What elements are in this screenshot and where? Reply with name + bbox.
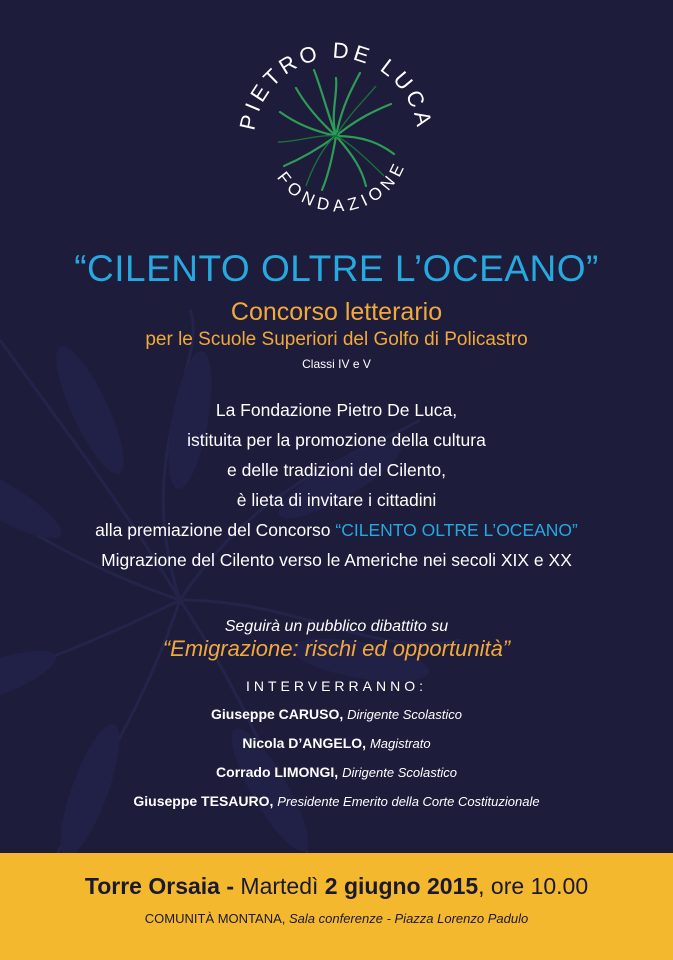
speaker-role: Magistrato (369, 736, 431, 751)
event-venue: COMUNITÀ MONTANA, (144, 911, 286, 926)
logo-arc-text: PIETRO DE LUCA (234, 37, 438, 133)
speaker-role: Dirigente Scolastico (342, 765, 457, 780)
debate-title: “Emigrazione: rischi ed opportunità” (162, 636, 511, 661)
speakers-heading: INTERVERRANNO: (246, 678, 427, 694)
contest-name-highlight: “CILENTO OLTRE L’OCEANO” (335, 520, 578, 540)
debate-intro: Seguirà un pubblico dibattito su (224, 618, 449, 635)
poster-title: “CILENTO OLTRE L’OCEANO” (74, 248, 599, 289)
invitation-line: istituita per la promozione della cultura (187, 430, 486, 450)
speaker-role: Dirigente Scolastico (347, 707, 463, 722)
speaker-role: Presidente Emerito della Corte Costituzionale (277, 794, 540, 809)
invitation-line: La Fondazione Pietro De Luca, (215, 400, 458, 420)
event-venue-detail: Sala conferenze - Piazza Lorenzo Padulo (289, 911, 529, 926)
speaker-row (0, 729, 673, 758)
speaker-name: Nicola D’ANGELO, (242, 735, 367, 751)
event-day: Martedì (240, 873, 319, 899)
event-place: Torre Orsaia - (84, 873, 235, 899)
speakers-list (0, 700, 673, 816)
invitation-line-prefix: alla premiazione del Concorso (95, 520, 331, 540)
event-venue-line (0, 911, 673, 926)
event-footer (0, 853, 673, 960)
invitation-line: è lieta di invitare i cittadini (236, 490, 437, 510)
invitation-text (0, 395, 673, 575)
event-time: , ore 10.00 (478, 873, 589, 899)
invitation-line: Migrazione del Cilento verso le Americhe nei secoli XIX e XX (101, 550, 572, 570)
contest-subtitle: Concorso letterario (230, 298, 443, 326)
event-date: 2 giugno 2015 (324, 873, 479, 899)
speaker-row (0, 787, 673, 816)
speaker-name: Giuseppe CARUSO, (210, 706, 344, 722)
contest-target-schools: per le Scuole Superiori del Golfo di Policastro (145, 329, 528, 350)
invitation-line (0, 515, 673, 545)
speaker-name: Corrado LIMONGI, (216, 764, 339, 780)
contest-classes: Classi IV e V (302, 357, 371, 371)
speaker-row (0, 758, 673, 787)
invitation-line: e delle tradizioni del Cilento, (227, 460, 446, 480)
flower-logo-icon (280, 70, 394, 190)
event-date-line (0, 873, 673, 900)
foundation-logo (226, 18, 446, 238)
logo-lower-text: FONDAZIONE (273, 156, 410, 216)
speaker-row (0, 700, 673, 729)
speaker-name: Giuseppe TESAURO, (133, 793, 274, 809)
